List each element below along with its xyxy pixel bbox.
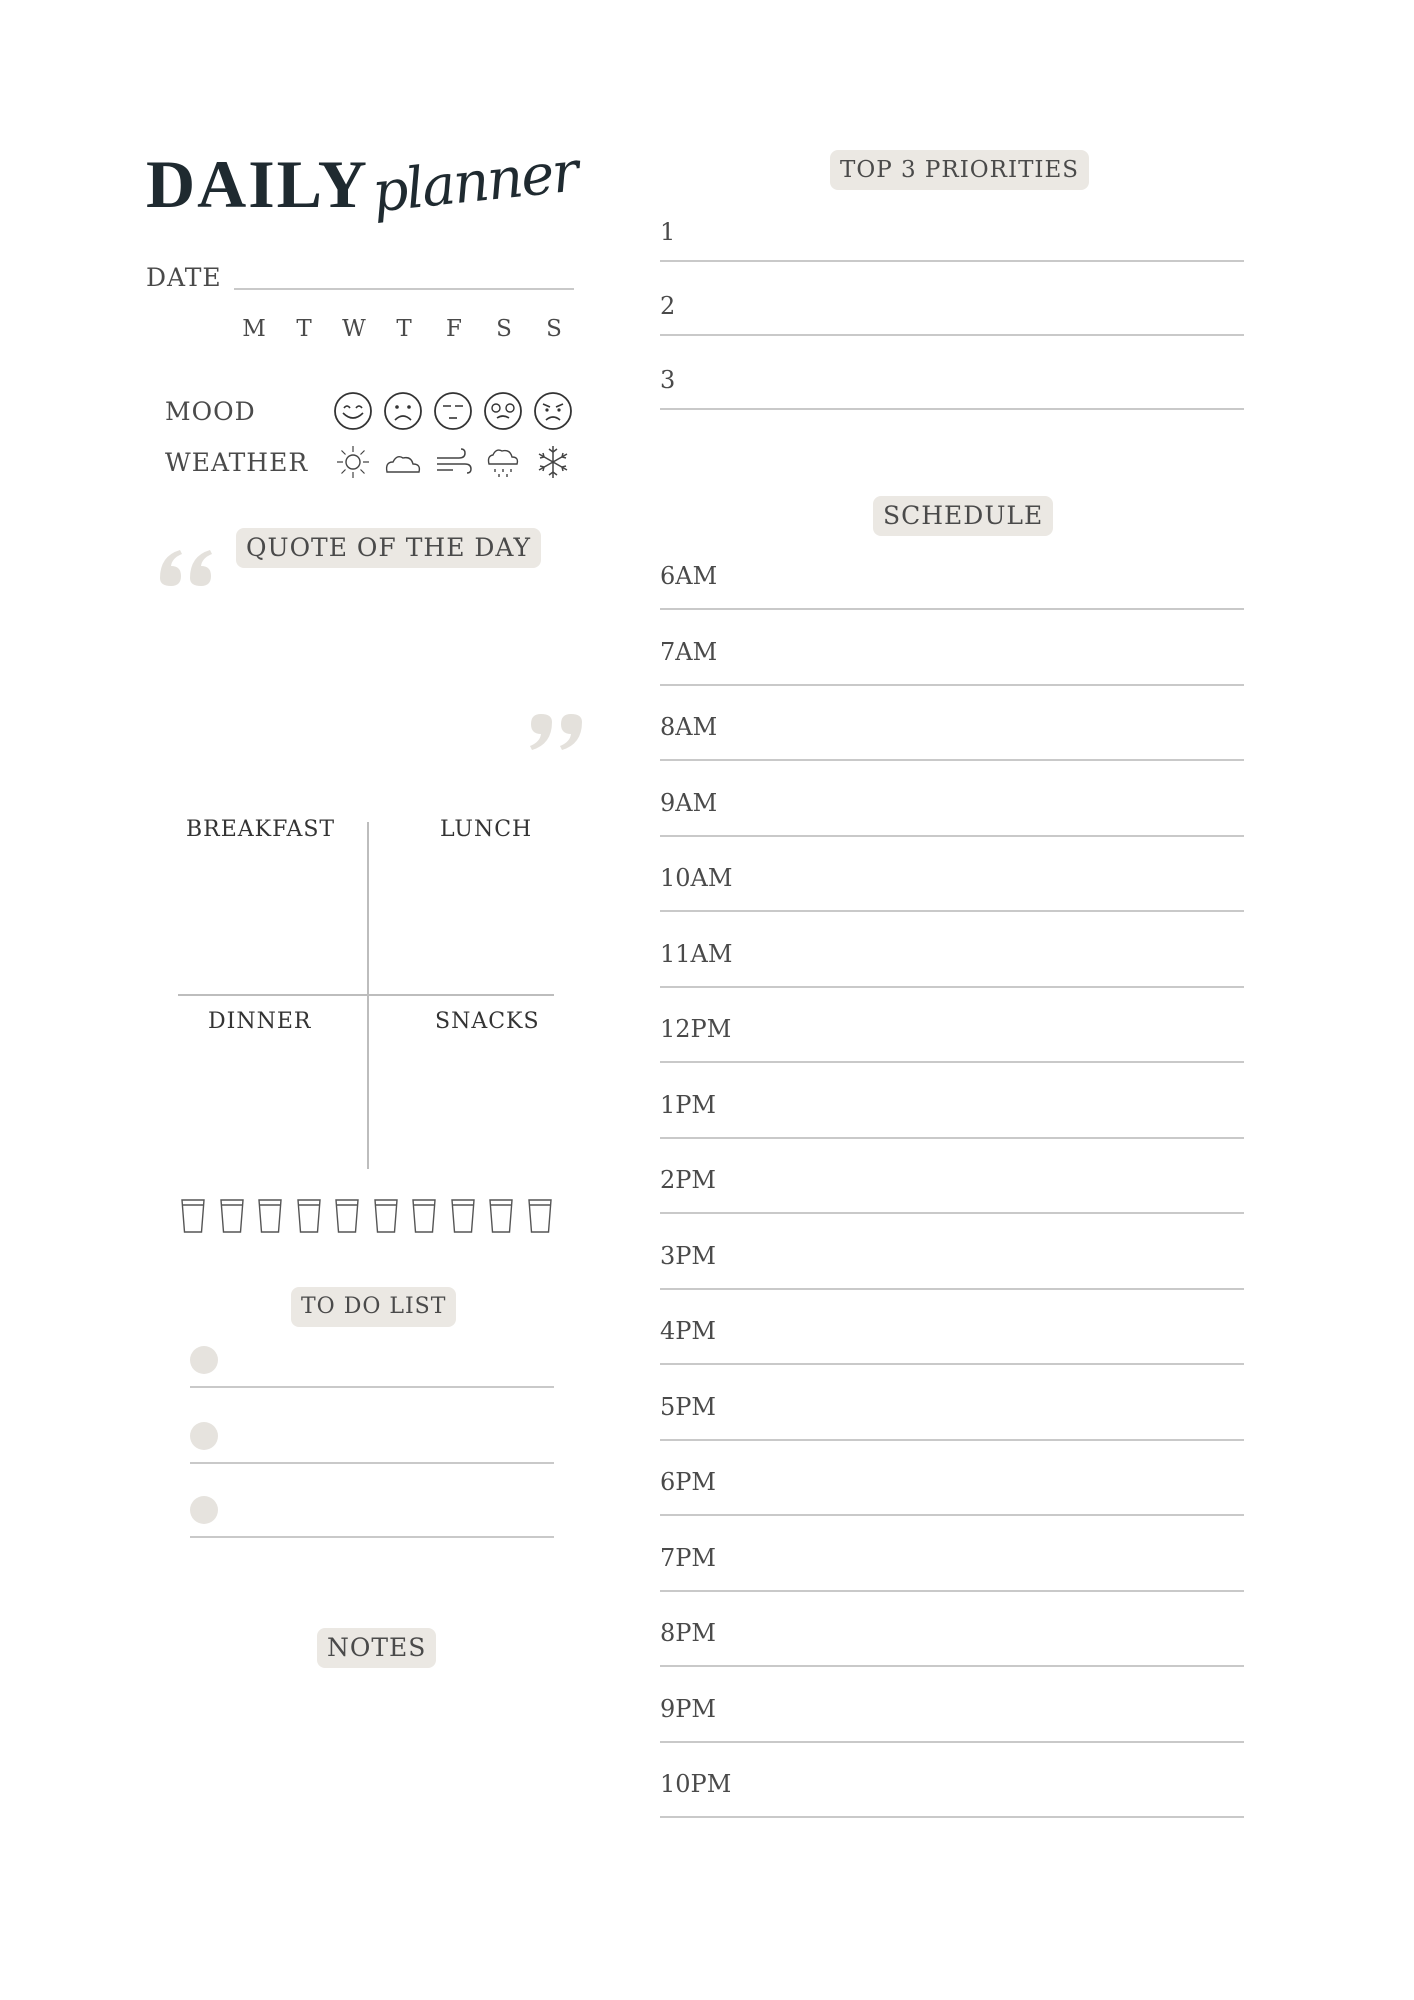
schedule-line-4pm[interactable] — [660, 1363, 1244, 1365]
schedule-line-8pm[interactable] — [660, 1665, 1244, 1667]
schedule-time-8am: 8AM — [660, 713, 718, 741]
schedule-time-10pm: 10PM — [660, 1770, 732, 1798]
sad-face-icon[interactable] — [383, 391, 423, 431]
weekday-6[interactable]: S — [496, 316, 512, 342]
wind-icon[interactable] — [433, 442, 473, 482]
quote-heading: QUOTE OF THE DAY — [236, 528, 541, 568]
schedule-time-6am: 6AM — [660, 562, 718, 590]
schedule-line-9pm[interactable] — [660, 1741, 1244, 1743]
water-glass-icon-9[interactable] — [488, 1198, 514, 1234]
schedule-line-10pm[interactable] — [660, 1816, 1244, 1818]
weekday-5[interactable]: F — [446, 316, 462, 342]
weekday-4[interactable]: T — [396, 316, 412, 342]
schedule-line-7pm[interactable] — [660, 1590, 1244, 1592]
schedule-line-8am[interactable] — [660, 759, 1244, 761]
happy-face-icon[interactable] — [333, 391, 373, 431]
title-planner-script: planner — [369, 139, 581, 226]
schedule-time-11am: 11AM — [660, 939, 733, 968]
schedule-line-12pm[interactable] — [660, 1061, 1244, 1063]
water-glass-icon-7[interactable] — [411, 1198, 437, 1234]
weekday-2[interactable]: T — [296, 316, 312, 342]
breakfast-label: BREAKFAST — [186, 817, 336, 842]
angry-face-icon[interactable] — [533, 391, 573, 431]
schedule-time-2pm: 2PM — [660, 1166, 716, 1194]
schedule-line-5pm[interactable] — [660, 1439, 1244, 1441]
priority-line-1[interactable] — [660, 260, 1244, 262]
water-glass-icon-1[interactable] — [180, 1198, 206, 1234]
priorities-heading: TOP 3 PRIORITIES — [830, 150, 1089, 190]
water-glass-icon-4[interactable] — [296, 1198, 322, 1234]
schedule-time-8pm: 8PM — [660, 1619, 716, 1647]
weekday-7[interactable]: S — [546, 316, 562, 342]
weather-label: WEATHER — [165, 448, 309, 477]
schedule-line-3pm[interactable] — [660, 1288, 1244, 1290]
schedule-time-9am: 9AM — [660, 788, 718, 817]
schedule-line-6am[interactable] — [660, 608, 1244, 610]
lunch-label: LUNCH — [440, 817, 533, 842]
todo-checkbox-1[interactable] — [190, 1346, 218, 1374]
date-label: DATE — [146, 263, 222, 292]
todo-line-3[interactable] — [190, 1536, 554, 1538]
schedule-time-7pm: 7PM — [660, 1543, 716, 1572]
weekday-3[interactable]: W — [342, 316, 366, 342]
schedule-line-11am[interactable] — [660, 986, 1244, 988]
water-glass-icon-8[interactable] — [450, 1198, 476, 1234]
schedule-time-4pm: 4PM — [660, 1317, 716, 1345]
schedule-time-1pm: 1PM — [660, 1090, 716, 1119]
todo-checkbox-3[interactable] — [190, 1496, 218, 1524]
schedule-line-9am[interactable] — [660, 835, 1244, 837]
schedule-line-1pm[interactable] — [660, 1137, 1244, 1139]
dinner-label: DINNER — [208, 1009, 312, 1034]
priority-line-3[interactable] — [660, 408, 1244, 410]
schedule-time-9pm: 9PM — [660, 1694, 716, 1723]
schedule-time-7am: 7AM — [660, 637, 718, 666]
mood-label: MOOD — [165, 397, 256, 426]
water-glass-icon-2[interactable] — [219, 1198, 245, 1234]
schedule-time-12pm: 12PM — [660, 1015, 732, 1043]
schedule-line-2pm[interactable] — [660, 1212, 1244, 1214]
title-daily: DAILY — [146, 146, 369, 222]
water-glass-icon-10[interactable] — [527, 1198, 553, 1234]
open-quote-icon — [158, 548, 220, 596]
date-line[interactable] — [234, 288, 574, 290]
water-glass-icon-5[interactable] — [334, 1198, 360, 1234]
todo-heading: TO DO LIST — [291, 1287, 456, 1327]
schedule-line-10am[interactable] — [660, 910, 1244, 912]
schedule-time-6pm: 6PM — [660, 1468, 716, 1496]
rain-icon[interactable] — [483, 442, 523, 482]
priority-number-2: 2 — [660, 292, 676, 320]
snacks-label: SNACKS — [435, 1009, 540, 1034]
priority-number-1: 1 — [660, 218, 676, 246]
sun-icon[interactable] — [333, 442, 373, 482]
water-glass-icon-6[interactable] — [373, 1198, 399, 1234]
close-quote-icon — [522, 704, 584, 752]
snowflake-icon[interactable] — [533, 442, 573, 482]
cloud-icon[interactable] — [383, 442, 423, 482]
todo-line-1[interactable] — [190, 1386, 554, 1388]
water-glass-icon-3[interactable] — [257, 1198, 283, 1234]
weekday-1[interactable]: M — [242, 316, 266, 342]
dizzy-face-icon[interactable] — [483, 391, 523, 431]
neutral-face-icon[interactable] — [433, 391, 473, 431]
schedule-line-6pm[interactable] — [660, 1514, 1244, 1516]
meal-grid-horizontal-divider — [178, 994, 554, 996]
todo-checkbox-2[interactable] — [190, 1422, 218, 1450]
schedule-line-7am[interactable] — [660, 684, 1244, 686]
todo-line-2[interactable] — [190, 1462, 554, 1464]
schedule-time-10am: 10AM — [660, 864, 733, 892]
schedule-heading: SCHEDULE — [873, 496, 1053, 536]
schedule-time-3pm: 3PM — [660, 1241, 716, 1270]
priority-line-2[interactable] — [660, 334, 1244, 336]
notes-heading: NOTES — [317, 1628, 436, 1668]
priority-number-3: 3 — [660, 366, 676, 394]
schedule-time-5pm: 5PM — [660, 1392, 716, 1421]
